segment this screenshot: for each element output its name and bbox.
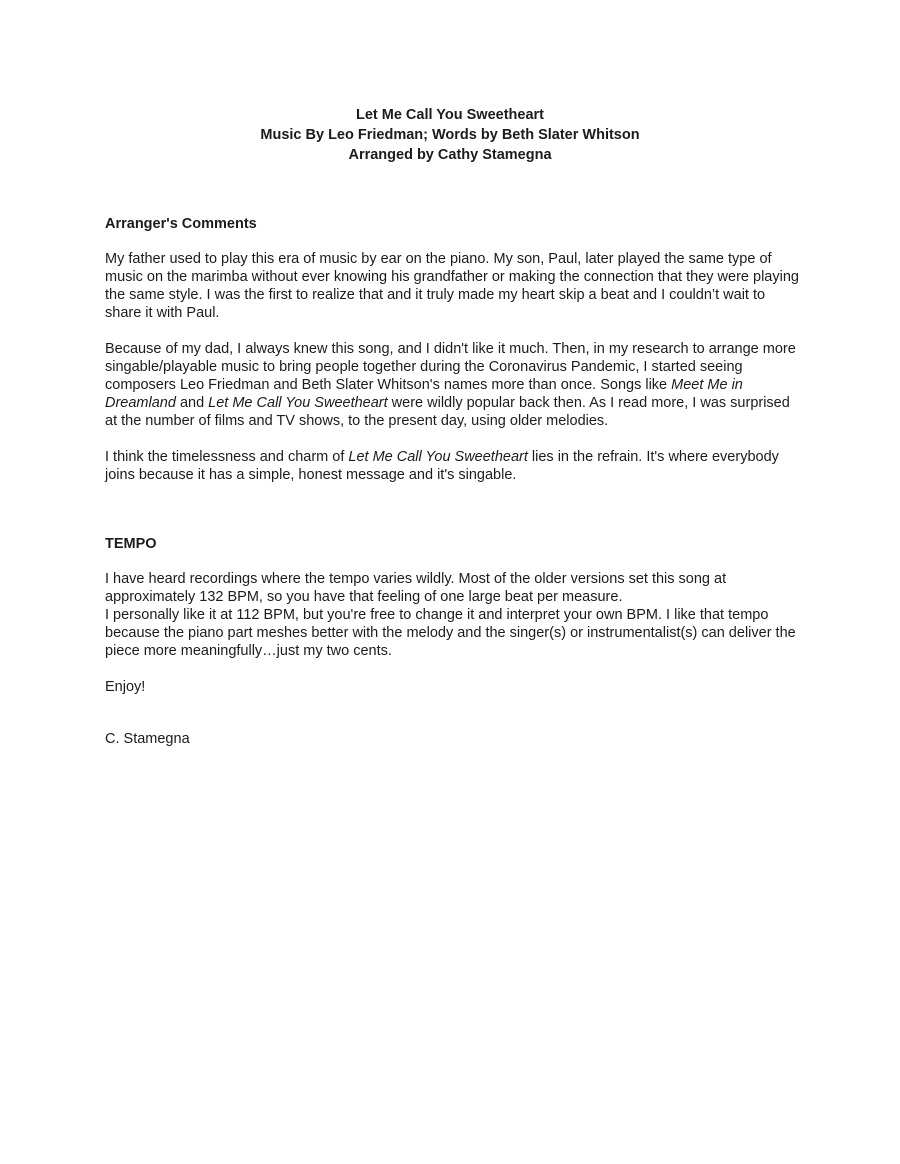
tempo-paragraph [105, 570, 805, 660]
song-title: Let Me Call You Sweetheart [355, 107, 544, 123]
comments-heading: Arranger's Comments [105, 216, 257, 232]
song-title-dreamland: Meet Me in Dreamland [105, 377, 743, 411]
signature: C. Stamegna [105, 731, 190, 747]
comments-paragraph-3 [105, 448, 805, 484]
tempo-text-b: I personally like it at 112 BPM, but you're free to change it and interpret your own BPM. I like that tempo because the piano part meshes better with the melody and the singer(s) or instrumentalist(s) can deliver the piece more meaningfully…just my two cents. [105, 607, 796, 659]
document-body [105, 214, 805, 748]
song-title-sweetheart-2: Let Me Call You Sweetheart [348, 449, 528, 465]
tempo-heading: TEMPO [105, 536, 157, 552]
tempo-text-a: I have heard recordings where the tempo varies wildly. Most of the older versions set this song at approximately 132 BPM, so you have that feeling of one large beat per measure. [105, 571, 727, 605]
song-credits: Music By Leo Friedman; Words by Beth Slater Whitson [260, 127, 640, 143]
comments-paragraph-2 [105, 340, 805, 430]
comments-paragraph-1: My father used to play this era of music by ear on the piano. My son, Paul, later played the same type of music on the marimba without ever knowing his grandfather or making the connection that they were playing the same style. I was the first to realize that and it truly made my heart skip a beat and I couldn’t wait to share it with Paul. [105, 251, 799, 321]
song-title-sweetheart: Let Me Call You Sweetheart [208, 395, 388, 411]
para2-text-a: Because of my dad, I always knew this song, and I didn't like it much. Then, in my research to arrange more singable/playable music to bring people together during the Coronavirus Pandemic, I started seeing composers Leo Friedman and Beth Slater Whitson's names more than once. Songs like [105, 341, 796, 393]
para3-text-b: lies in the refrain. It's where everybody joins because it has a simple, honest message and it's singable. [105, 449, 779, 483]
para3-text-a: I think the timelessness and charm of [105, 449, 349, 465]
arranger-credit: Arranged by Cathy Stamegna [348, 147, 552, 163]
para2-text-c: were wildly popular back then. As I read more, I was surprised at the number of films and TV shows, to the present day, using older melodies. [105, 395, 790, 429]
title-block [0, 105, 900, 165]
enjoy-line: Enjoy! [105, 679, 146, 695]
para2-text-b: and [175, 395, 209, 411]
